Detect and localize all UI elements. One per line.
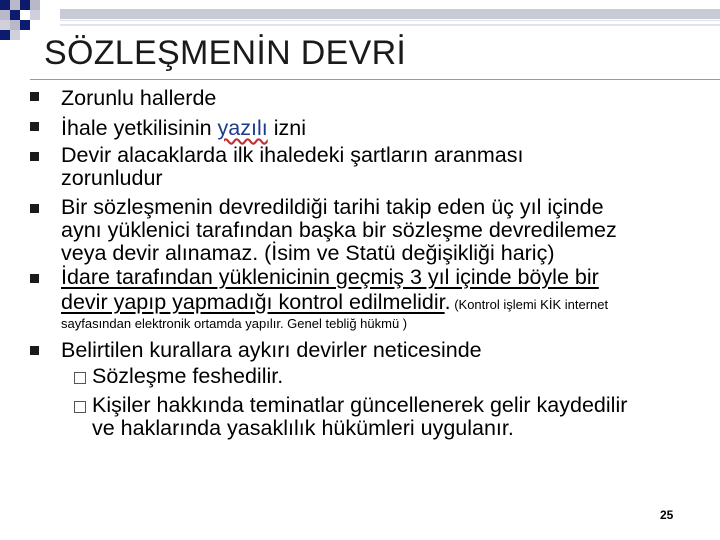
title-divider — [30, 79, 720, 80]
sub-bullet — [74, 393, 627, 417]
bullet-text: Bir sözleşmenin devredildiği tarihi takip eden üç yıl içinde — [61, 195, 604, 219]
sub-bullet-text: Sözleşme feshedilir. — [92, 364, 284, 388]
bullet-marker — [30, 122, 39, 131]
sub-bullet — [74, 364, 283, 388]
sub-bullet-text: Kişiler hakkında teminatlar güncellenerek gelir kaydedilir — [92, 393, 628, 417]
slide-title: SÖZLEŞMENİN DEVRİ — [44, 34, 407, 72]
bullet-marker — [30, 92, 39, 101]
bullet-text — [61, 116, 306, 140]
bullet-text: veya devir alınamaz. (İsim ve Statü değişikliği hariç) — [61, 241, 555, 265]
bullet-text: Belirtilen kurallara aykırı devirler neticesinde — [61, 338, 482, 362]
bullet-text-part: . — [444, 290, 451, 314]
bullet-text-part: izni — [267, 116, 306, 140]
sub-bullet-text: ve haklarında yasaklılık hükümleri uygulanır. — [92, 416, 514, 440]
bullet-note: (Kontrol işlemi KİK internet — [450, 297, 609, 312]
bullet-marker — [30, 204, 39, 213]
bullet-text: zorunludur — [61, 166, 163, 190]
bullet-note: sayfasından elektronik ortamda yapılır. Genel tebliğ hükmü ) — [61, 316, 408, 331]
bullet-text-highlight: yazılı — [217, 116, 268, 140]
bullet-text: Zorunlu hallerde — [61, 86, 217, 110]
checkbox-bullet-icon — [74, 401, 86, 413]
bullet-text-part: İhale yetkilisinin — [61, 116, 218, 140]
bullet-marker — [30, 346, 39, 355]
page-number: 25 — [660, 508, 674, 522]
bullet-text: İdare tarafından yüklenicinin geçmiş 3 yıl içinde böyle bir — [61, 265, 599, 289]
bullet-marker — [30, 152, 39, 161]
bullet-text: Devir alacaklarda ilk ihaledeki şartların aranması — [61, 143, 524, 167]
bullet-text: aynı yüklenici tarafından başka bir sözleşme devredilemez — [61, 218, 617, 242]
bullet-text-part: devir yapıp yapmadığı kontrol edilmelidir — [61, 290, 445, 314]
bullet-marker — [30, 274, 39, 283]
decor-header-band — [60, 0, 720, 37]
checkbox-bullet-icon — [74, 372, 86, 384]
